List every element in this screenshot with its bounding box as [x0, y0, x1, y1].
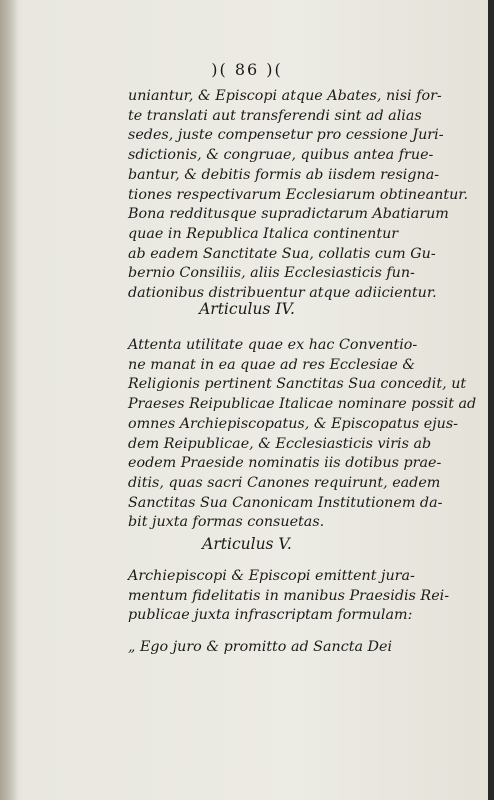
paragraph-articulus-iv — [128, 336, 477, 533]
text-line: Bona redditusque supradictarum Abatiarum — [128, 206, 449, 223]
text-line: dationibus distribuentur atque adiicientur. — [128, 285, 437, 302]
text-line: publicae juxta infrascriptam formulam: — [128, 607, 413, 624]
text-line: ab eadem Sanctitate Sua, collatis cum Gu- — [128, 245, 436, 262]
text-line: quae in Republica Italica continentur — [128, 225, 399, 242]
text-line: dem Reipublicae, & Ecclesiasticis viris ab — [128, 435, 432, 452]
text-line: bit juxta formas consuetas. — [128, 514, 325, 531]
page-right-edge — [488, 0, 494, 800]
text-line: bernio Consiliis, aliis Ecclesiasticis fun- — [128, 265, 415, 282]
heading-articulus-v: Articulus V. — [202, 535, 292, 553]
oath-formula-start — [128, 638, 458, 658]
text-line: „ Ego juro & promitto ad Sancta Dei — [128, 639, 393, 655]
paragraph-continuation — [128, 87, 469, 304]
text-line: Praeses Reipublicae Italicae nominare possit ad — [128, 396, 477, 413]
text-line: eodem Praeside nominatis iis dotibus prae- — [128, 455, 442, 472]
text-line: ditis, quas sacri Canones requirunt, eadem — [128, 474, 441, 491]
text-line: mentum fidelitatis in manibus Praesidis Rei- — [128, 587, 450, 604]
text-line: omnes Archiepiscopatus, & Episcopatus ejus- — [128, 415, 459, 432]
heading-articulus-iv: Articulus IV. — [199, 300, 295, 318]
text-line: tiones respectivarum Ecclesiarum obtineantur. — [128, 186, 469, 203]
text-line: ne manat in ea quae ad res Ecclesiae & — [128, 356, 416, 373]
text-line: sdictionis, & congruae, quibus antea frue- — [128, 147, 434, 164]
page-binding-shadow — [0, 0, 18, 800]
text-line: Archiepiscopi & Episcopi emittent jura- — [128, 568, 415, 584]
text-line: Sanctitas Sua Canonicam Institutionem da- — [128, 494, 443, 511]
text-line: sedes, juste compensetur pro cessione Juri- — [128, 127, 444, 144]
text-line: uniantur, & Episcopi atque Abates, nisi for- — [128, 88, 442, 104]
text-line: bantur, & debitis formis ab iisdem resigna- — [128, 166, 440, 183]
text-line: Religionis pertinent Sanctitas Sua concedit, ut — [128, 376, 467, 393]
text-line: te translati aut transferendi sint ad alias — [128, 107, 422, 124]
text-line: Attenta utilitate quae ex hac Conventio- — [128, 337, 418, 353]
page-number: )( 86 )( — [211, 60, 283, 79]
paragraph-articulus-v — [128, 567, 458, 626]
